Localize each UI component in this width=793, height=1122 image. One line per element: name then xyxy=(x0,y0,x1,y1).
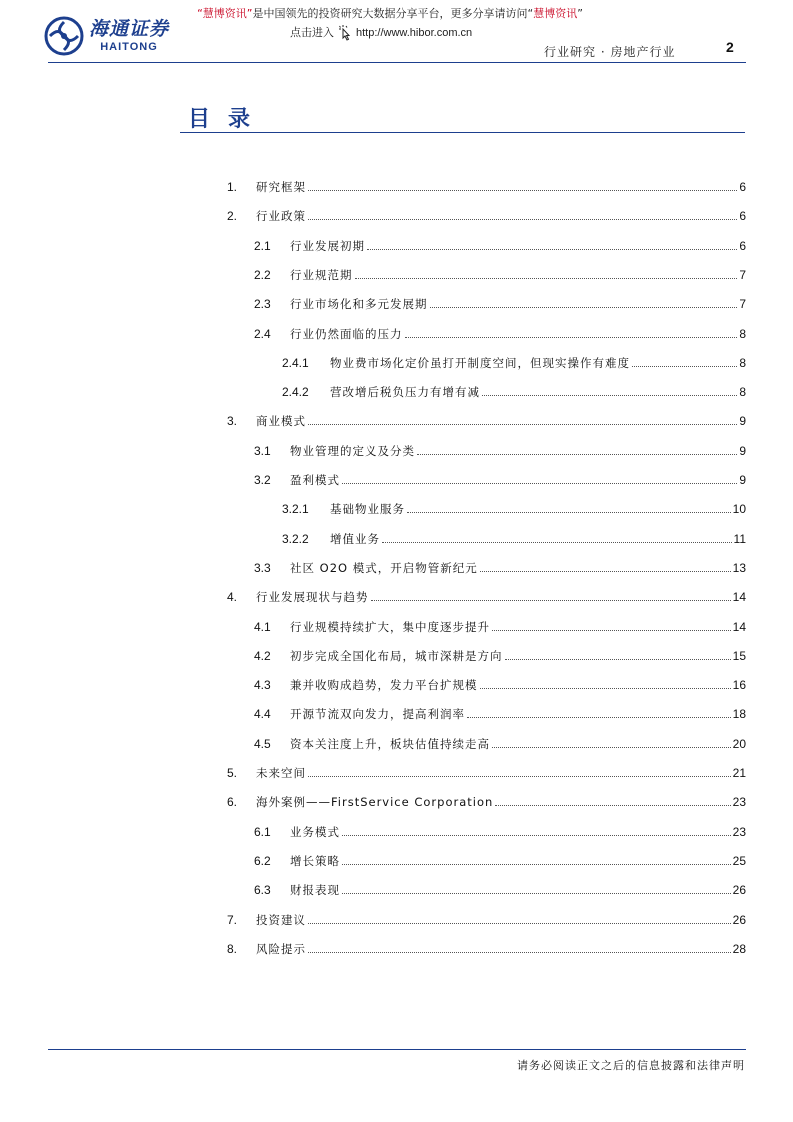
toc-entry[interactable] xyxy=(254,471,746,487)
toc-entry[interactable] xyxy=(227,911,746,927)
toc-entry-label: 风险提示 xyxy=(256,942,306,956)
toc-entry-label: 资本关注度上升，板块估值持续走高 xyxy=(290,737,490,751)
toc-entry-label: 投资建议 xyxy=(256,913,306,927)
toc-entry-leader xyxy=(480,571,731,572)
toc-entry-leader xyxy=(367,249,737,250)
toc-entry-leader xyxy=(308,952,731,953)
toc-entry[interactable] xyxy=(227,764,746,780)
toc-entry[interactable] xyxy=(227,207,746,223)
toc-entry[interactable] xyxy=(254,266,746,282)
toc-entry[interactable] xyxy=(254,881,746,897)
toc-entry[interactable] xyxy=(227,412,746,428)
toc-entry-number: 2.4.1 xyxy=(282,356,309,370)
toc-entry-number: 4.4 xyxy=(254,707,271,721)
toc-entry-leader xyxy=(430,307,738,308)
toc-entry-leader xyxy=(308,219,737,220)
toc-entry-number: 2.4 xyxy=(254,327,271,341)
toc-entry-number: 2.4.2 xyxy=(282,385,309,399)
toc-entry-page: 15 xyxy=(732,649,746,663)
toc-entry-page: 9 xyxy=(739,444,746,458)
toc-entry[interactable] xyxy=(254,237,746,253)
toc-entry-page: 28 xyxy=(732,942,746,956)
toc-entry-number: 4.5 xyxy=(254,737,271,751)
toc-entry[interactable] xyxy=(282,500,746,516)
toc-entry[interactable] xyxy=(282,354,746,370)
toc-entry-label: 初步完成全国化布局，城市深耕是方向 xyxy=(290,649,503,663)
toc-entry-leader xyxy=(308,776,731,777)
toc-entry-leader xyxy=(382,542,732,543)
toc-entry-leader xyxy=(495,805,730,806)
toc-entry-leader xyxy=(308,923,731,924)
report-category: 行业研究 · 房地产行业 xyxy=(544,45,676,59)
toc-entry-leader xyxy=(342,483,737,484)
promo-url-link[interactable]: http://www.hibor.com.cn xyxy=(356,27,473,39)
toc-entry-page: 6 xyxy=(739,209,746,223)
toc-entry-page: 16 xyxy=(732,678,746,692)
page-number: 2 xyxy=(726,39,734,55)
toc-entry-page: 23 xyxy=(732,825,746,839)
toc-entry-leader xyxy=(492,630,731,631)
toc-entry-page: 20 xyxy=(732,737,746,751)
toc-entry-page: 14 xyxy=(732,590,746,604)
toc-entry-label: 增长策略 xyxy=(290,854,340,868)
toc-entry-page: 6 xyxy=(739,239,746,253)
footer-divider xyxy=(48,1049,746,1050)
toc-entry-label: 未来空间 xyxy=(256,766,306,780)
toc-entry-number: 4.2 xyxy=(254,649,271,663)
toc-entry[interactable] xyxy=(227,793,746,809)
toc-entry-number: 6. xyxy=(227,795,238,809)
toc-entry-number: 3.2.2 xyxy=(282,532,309,546)
toc-entry[interactable] xyxy=(254,735,746,751)
logo-english-name: HAITONG xyxy=(100,41,158,53)
toc-entry[interactable] xyxy=(254,705,746,721)
toc-entry-label: 增值业务 xyxy=(330,532,380,546)
toc-entry-label: 物业管理的定义及分类 xyxy=(290,444,415,458)
toc-entry-number: 8. xyxy=(227,942,238,956)
toc-entry[interactable] xyxy=(254,618,746,634)
toc-entry-page: 23 xyxy=(732,795,746,809)
toc-entry-leader xyxy=(492,747,731,748)
toc-entry-label: 行业仍然面临的压力 xyxy=(290,327,403,341)
toc-entry-page: 9 xyxy=(739,473,746,487)
toc-entry-page: 14 xyxy=(732,620,746,634)
toc-entry[interactable] xyxy=(282,530,746,546)
toc-entry-label: 行业规范期 xyxy=(290,268,353,282)
toc-title: 目录 xyxy=(188,106,269,132)
toc-entry-label: 行业发展初期 xyxy=(290,239,365,253)
toc-entry-leader xyxy=(342,864,731,865)
toc-entry-label: 行业规模持续扩大，集中度逐步提升 xyxy=(290,620,490,634)
footer-disclaimer: 请务必阅读正文之后的信息披露和法律声明 xyxy=(517,1059,745,1072)
toc-entry-leader xyxy=(417,454,737,455)
toc-entry-label: 盈利模式 xyxy=(290,473,340,487)
toc-title-divider xyxy=(180,132,745,133)
toc-entry-number: 1. xyxy=(227,180,238,194)
toc-entry-number: 2.1 xyxy=(254,239,271,253)
toc-entry-label: 研究框架 xyxy=(256,180,306,194)
toc-entry-label: 海外案例——FirstService Corporation xyxy=(256,795,494,809)
logo-chinese-name: 海通证券 xyxy=(89,18,170,40)
company-logo xyxy=(44,16,169,56)
toc-entry-number: 5. xyxy=(227,766,238,780)
promo-quote-open: “ xyxy=(197,7,203,20)
logo-text xyxy=(89,18,169,54)
toc-entry-label: 行业政策 xyxy=(256,209,306,223)
haitong-logo-icon xyxy=(44,16,84,56)
toc-entry-leader xyxy=(405,337,738,338)
toc-entry-label: 营改增后税负压力有增有减 xyxy=(330,385,480,399)
toc-entry[interactable] xyxy=(254,559,746,575)
promo-link-line xyxy=(290,24,472,42)
toc-entry-page: 10 xyxy=(732,502,746,516)
toc-entry-page: 26 xyxy=(732,883,746,897)
toc-entry-number: 3.3 xyxy=(254,561,271,575)
toc-entry-label: 社区 O2O 模式，开启物管新纪元 xyxy=(290,561,478,575)
toc-entry-label: 财报表现 xyxy=(290,883,340,897)
promo-quote-end: ” xyxy=(577,7,583,20)
toc-entry[interactable] xyxy=(254,852,746,868)
promo-banner xyxy=(175,6,605,22)
toc-entry-number: 2.3 xyxy=(254,297,271,311)
promo-brand[interactable]: 慧博资讯 xyxy=(202,7,247,20)
toc-entry-number: 6.3 xyxy=(254,883,271,897)
toc-entry-label: 基础物业服务 xyxy=(330,502,405,516)
toc-entry-leader xyxy=(371,600,731,601)
header-divider xyxy=(48,62,746,63)
toc-entry-page: 6 xyxy=(739,180,746,194)
toc-entry-number: 3.2.1 xyxy=(282,502,309,516)
toc-entry-label: 行业市场化和多元发展期 xyxy=(290,297,428,311)
toc-entry[interactable] xyxy=(254,647,746,663)
toc-entry-number: 2. xyxy=(227,209,238,223)
toc-entry-number: 7. xyxy=(227,913,238,927)
toc-entry-leader xyxy=(308,424,737,425)
toc-entry-number: 4.3 xyxy=(254,678,271,692)
toc-entry-page: 25 xyxy=(732,854,746,868)
promo-quote-close: ” xyxy=(246,7,253,20)
toc-entry-leader xyxy=(467,717,731,718)
toc-entry-page: 8 xyxy=(739,356,746,370)
toc-entry[interactable] xyxy=(227,178,746,194)
toc-entry-page: 21 xyxy=(732,766,746,780)
toc-entry-page: 8 xyxy=(739,385,746,399)
promo-text: 是中国领先的投资研究大数据分享平台，更多分享请访问“ xyxy=(252,7,534,20)
toc-entry-number: 6.2 xyxy=(254,854,271,868)
toc-entry-label: 开源节流双向发力，提高利润率 xyxy=(290,707,465,721)
toc-entry-label: 行业发展现状与趋势 xyxy=(256,590,369,604)
toc-entry-number: 3. xyxy=(227,414,238,428)
toc-entry[interactable] xyxy=(254,295,746,311)
toc-entry-label: 商业模式 xyxy=(256,414,306,428)
toc-entry[interactable] xyxy=(254,442,746,458)
toc-entry-label: 兼并收购成趋势，发力平台扩规模 xyxy=(290,678,478,692)
toc-entry[interactable] xyxy=(282,383,746,399)
toc-entry-leader xyxy=(407,512,731,513)
toc-entry-number: 3.1 xyxy=(254,444,271,458)
toc-entry-leader xyxy=(482,395,737,396)
promo-brand-2[interactable]: 慧博资讯 xyxy=(533,7,578,20)
toc-entry-page: 7 xyxy=(739,297,746,311)
toc-entry-page: 8 xyxy=(739,327,746,341)
toc-entry-leader xyxy=(632,366,737,367)
promo-click-label: 点击进入 xyxy=(290,26,334,39)
toc-entry-number: 3.2 xyxy=(254,473,271,487)
toc-entry-leader xyxy=(342,835,731,836)
toc-entry[interactable] xyxy=(254,325,746,341)
toc-entry-leader xyxy=(342,893,731,894)
toc-entry[interactable] xyxy=(227,588,746,604)
toc-entry-number: 2.2 xyxy=(254,268,271,282)
toc-entry-page: 9 xyxy=(739,414,746,428)
pointer-cursor-icon xyxy=(336,24,354,42)
toc-entry-number: 4. xyxy=(227,590,238,604)
toc-entry-number: 4.1 xyxy=(254,620,271,634)
toc-entry-page: 26 xyxy=(732,913,746,927)
toc-entry-page: 11 xyxy=(733,532,746,546)
toc-entry-leader xyxy=(308,190,737,191)
toc-entry-leader xyxy=(480,688,731,689)
toc-entry-number: 6.1 xyxy=(254,825,271,839)
toc-entry[interactable] xyxy=(254,676,746,692)
toc-entry-leader xyxy=(355,278,738,279)
toc-entry-page: 7 xyxy=(739,268,746,282)
toc-entry-page: 13 xyxy=(732,561,746,575)
toc-entry-leader xyxy=(505,659,731,660)
toc-entry[interactable] xyxy=(227,940,746,956)
toc-entry-page: 18 xyxy=(732,707,746,721)
toc-entry-label: 物业费市场化定价虽打开制度空间，但现实操作有难度 xyxy=(330,356,630,370)
toc-entry[interactable] xyxy=(254,823,746,839)
toc-entry-label: 业务模式 xyxy=(290,825,340,839)
